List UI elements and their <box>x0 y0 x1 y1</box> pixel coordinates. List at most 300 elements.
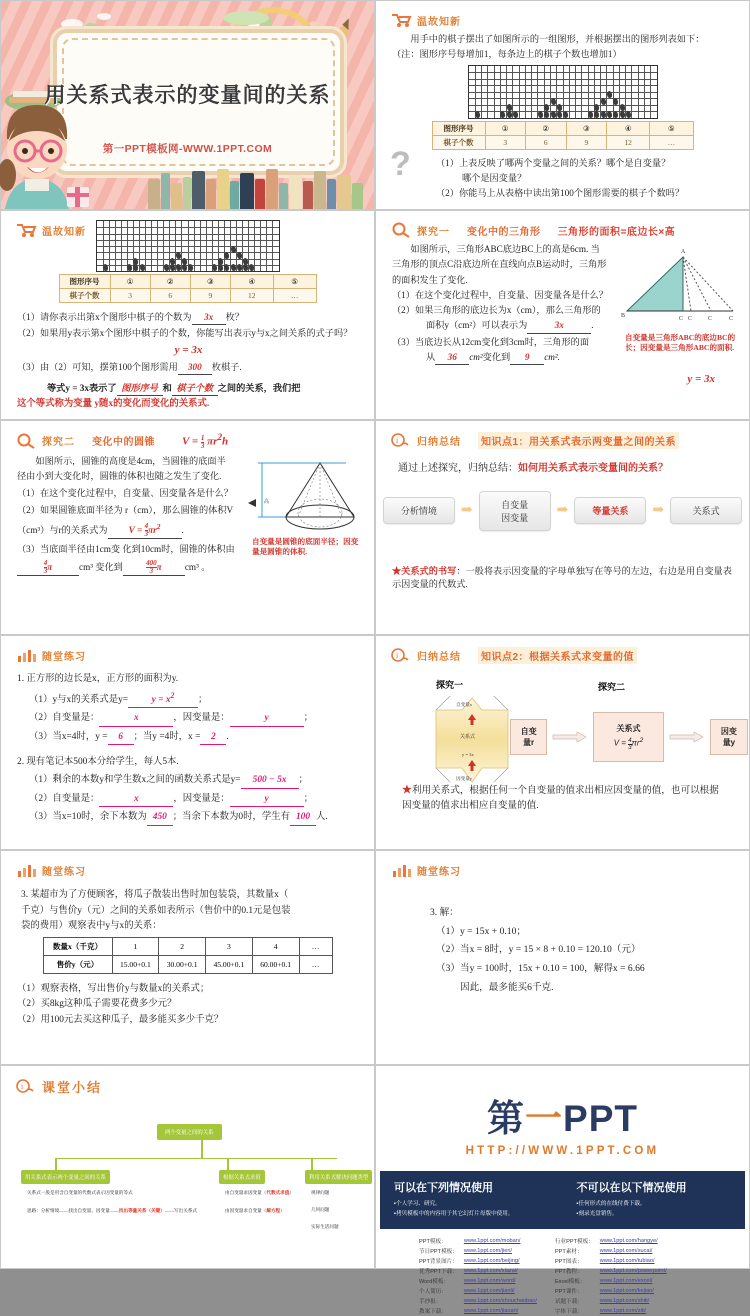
question-2-ans: （cm³）与r的关系式为 V = $\frac{4}{3}$ $\pi r^2$ . <box>17 521 184 538</box>
cell: 2 <box>159 937 206 955</box>
q2-answer: y = 3x <box>174 343 203 356</box>
para-1: 如图所示，圆锥的高度是4cm，当圆锥的底面半 <box>35 455 226 466</box>
cloud-icon <box>61 19 83 29</box>
slide-header-sub2: 三角形的面积=底边长×高 <box>557 226 676 238</box>
svg-text:因变量y: 因变量y <box>456 776 473 781</box>
arrow-icon: ➡ <box>460 502 473 518</box>
svg-text:C: C <box>679 316 684 322</box>
q1-part-2 <box>17 711 360 727</box>
slide-practice-1 <box>0 635 375 850</box>
flow-step-equal-relation: 等量关系 <box>574 497 646 524</box>
brand-en: PPT <box>563 1098 638 1139</box>
table-row <box>59 289 316 303</box>
link-url[interactable]: www.1ppt.com/jianli/ <box>463 1288 515 1294</box>
cart-icon <box>390 12 412 28</box>
cell: ② <box>526 121 567 135</box>
cell: ① <box>110 275 150 289</box>
tree-item-suffix: ） <box>280 1208 285 1213</box>
cell: ③ <box>190 275 230 289</box>
cell: ② <box>150 275 190 289</box>
link-row <box>552 1296 670 1306</box>
link-url[interactable]: www.1ppt.com/shouchaobao/ <box>463 1298 537 1304</box>
q1-2-mid: ，因变量是： <box>173 713 230 724</box>
star-title: ★关系式的书写 <box>392 565 457 576</box>
cell: ④ <box>230 275 273 289</box>
q1-title: 1. 正方形的边长是x，正方形的面积为y. <box>17 674 179 684</box>
brand-cn: 第 <box>487 1098 526 1139</box>
slide-lesson-summary <box>0 1065 375 1269</box>
row-label: 棋子个数 <box>59 289 110 303</box>
arrow-right-icon <box>670 731 704 743</box>
tree-item <box>225 1208 285 1214</box>
row-label: 图形序号 <box>432 121 485 135</box>
book <box>217 169 229 209</box>
q2-1-prefix: （1）剩余的本数y和学生数x之间的函数关系式是y= <box>29 775 241 786</box>
question-3: （3）当底面半径由1cm变 化到10cm时，圆锥的体积由 <box>17 543 235 554</box>
sequence-table <box>432 121 694 150</box>
tree-item-highlight: 代数式求值 <box>266 1190 290 1195</box>
conclusion-line-2: 这个等式称为变量 y随x的变化而变化的关系式. <box>17 399 210 410</box>
table-row <box>432 135 693 149</box>
cell: 1 <box>112 937 159 955</box>
q2-part-3 <box>17 810 360 826</box>
row-label: 图形序号 <box>59 275 110 289</box>
tree-root: 两个变量之间的关系 <box>157 1124 222 1140</box>
cell: ① <box>485 121 526 135</box>
para-2: 径由小到大变化时，圆锥的体积也随之发生了变化. <box>17 470 222 481</box>
denied-usage <box>577 1179 736 1219</box>
link-url[interactable]: www.1ppt.com/sucai/ <box>599 1248 653 1254</box>
question-3: （3）当底边长从12cm变化到3cm时，三角形的面 <box>392 336 590 347</box>
svg-text:i: i <box>21 1081 24 1091</box>
slide-review-2 <box>0 210 375 420</box>
link-url[interactable]: www.1ppt.com/jieri/ <box>463 1248 513 1254</box>
q1-part-3 <box>17 730 360 746</box>
link-row <box>416 1246 540 1256</box>
link-url[interactable]: www.1ppt.com/tubiao/ <box>599 1258 655 1264</box>
slide-header <box>380 5 745 28</box>
flow-step-analyze: 分析情境 <box>383 497 455 524</box>
chess-piece <box>550 110 556 118</box>
flow-step-variables <box>479 491 551 531</box>
link-row <box>416 1306 540 1316</box>
lead-prefix: 通过上述探究，归纳总结： <box>398 463 518 474</box>
tree-item: 规律问题 <box>311 1190 330 1195</box>
svg-text:B: B <box>621 313 626 319</box>
tree-item: 几何问题 <box>311 1207 330 1212</box>
conclusion-line-1 <box>17 381 360 396</box>
concl-a: 图形序号 <box>117 381 163 396</box>
right-diagram-title: 探究二 <box>598 682 626 692</box>
link-row <box>552 1286 670 1296</box>
link-label: PPT背景图片： <box>419 1259 458 1265</box>
brand-dash: 一 <box>525 1098 564 1139</box>
q2-2-b: y <box>230 792 304 808</box>
list-item: ▪ 刻录光盘销售。 <box>577 1209 736 1217</box>
link-url[interactable]: www.1ppt.com/excel/ <box>599 1278 653 1284</box>
link-label: 字体下载： <box>554 1309 583 1315</box>
cell: … <box>650 135 693 149</box>
brand-logo <box>380 1070 745 1157</box>
table-row <box>43 955 332 973</box>
slide-explore-2 <box>0 420 375 635</box>
info-hand-icon <box>15 1079 37 1095</box>
slide-header-title: 随堂练习 <box>42 651 86 663</box>
cone-figure <box>246 455 364 535</box>
solution-line-3: （3）当y = 100时，15x + 0.10 = 100，解得x = 6.66 <box>436 963 645 975</box>
link-label: PPT课件： <box>554 1289 583 1295</box>
slide-summary-1 <box>375 420 750 635</box>
cover-background <box>1 1 374 209</box>
cell: ③ <box>566 121 607 135</box>
arrow-right-icon <box>553 731 587 743</box>
links-left <box>416 1236 540 1316</box>
relation-formula-box <box>593 712 664 762</box>
arrow-icon: ➡ <box>556 502 569 518</box>
question-1-cont: 哪个是因变量？ <box>462 172 527 183</box>
cell: … <box>273 289 316 303</box>
question-3-ans <box>17 560 267 576</box>
flow-diagram <box>380 491 745 531</box>
svg-text:i: i <box>396 650 399 660</box>
star-note <box>392 565 735 593</box>
question-3 <box>17 360 360 375</box>
link-row <box>416 1296 540 1306</box>
tree-item <box>225 1190 294 1196</box>
denied-title: 不可以在以下情况使用 <box>576 1182 687 1194</box>
slide-review-1 <box>375 0 750 210</box>
book <box>192 171 205 209</box>
link-row <box>552 1236 670 1246</box>
q1-3-prefix: （3）当x=4时，y = <box>29 731 108 742</box>
book <box>240 173 254 209</box>
book <box>206 179 216 209</box>
link-url[interactable]: www.1ppt.com/powerpoint/ <box>599 1268 667 1274</box>
link-label: PPT图表： <box>554 1259 583 1265</box>
question-1: （1）观察表格，写出售价y与数量x的关系式； <box>17 983 210 994</box>
book <box>327 179 336 209</box>
usage-band <box>380 1171 745 1229</box>
question-mark-icon: ? <box>390 145 411 183</box>
link-label: 节日PPT模板： <box>419 1249 458 1255</box>
q2-3-b: 100 <box>290 810 316 826</box>
link-url[interactable]: www.1ppt.com/beijing/ <box>463 1258 520 1264</box>
chess-piece <box>619 110 625 118</box>
tree-item-text: 由自变量求因变量（ <box>225 1190 267 1195</box>
q3-post: cm³ 。 <box>184 561 211 572</box>
q2-part-1 <box>17 773 360 789</box>
lead-highlight: 如何用关系式表示变量间的关系？ <box>518 463 668 474</box>
link-label: 优秀PPT下载： <box>419 1269 458 1275</box>
tree-item <box>27 1208 197 1214</box>
cell: 60.00+0.1 <box>252 955 299 973</box>
q1-part-1 <box>17 690 360 709</box>
question-2: （2）如果三角形的底边长为x（cm），那么三角形的 <box>392 305 601 315</box>
book <box>266 169 278 209</box>
svg-text:y = 3x: y = 3x <box>462 752 474 757</box>
book <box>183 177 191 209</box>
list-item: ▪ 任何形式的在线付费下载。 <box>577 1199 736 1207</box>
question-1: （1）在这个变化过程中，自变量、因变量各是什么？ <box>392 289 608 300</box>
slide-header <box>5 855 370 878</box>
para-1: 3. 某超市为了方便顾客，将瓜子散装出售时加包装袋，其数量x（ <box>21 890 289 900</box>
cell: 45.00+0.1 <box>206 955 253 973</box>
solution-line-4: 因此，最多能买6千克. <box>460 981 554 993</box>
tree-item-suffix: ） <box>289 1190 294 1195</box>
q1-2-suffix: ； <box>303 713 313 724</box>
q2-2-suffix: ； <box>303 793 313 804</box>
q1-answer: 3x <box>192 310 226 325</box>
tree-item <box>27 1190 133 1196</box>
q2-1-answer: 500 − 5x <box>241 773 299 789</box>
link-label: 行业PPT模板： <box>554 1239 594 1245</box>
star-text: ：一般将表示因变量的字母单独写在等号的左边，右边是用自变量表示因变量的代数式. <box>392 565 732 590</box>
link-label: Excel模板： <box>554 1279 586 1285</box>
book <box>279 183 288 209</box>
link-url[interactable]: www.1ppt.com/word/ <box>463 1278 516 1284</box>
q2-answer: V = $\frac{4}{3}$ $\pi r^2$ <box>108 521 182 539</box>
link-url[interactable]: www.1ppt.com/shiti/ <box>599 1298 650 1304</box>
bar-chart-icon <box>15 862 37 878</box>
q3-a: 36 <box>435 350 469 365</box>
tree-item-highlight: 解方程 <box>266 1208 281 1213</box>
cell: 9 <box>566 135 607 149</box>
q1-1-suffix: ； <box>198 694 208 705</box>
q3-unit-2: cm². <box>544 351 560 362</box>
concl-mid: 和 <box>162 382 172 393</box>
table-row <box>43 937 332 955</box>
link-row <box>416 1256 540 1266</box>
cell: 12 <box>607 135 650 149</box>
slide-header-title: 随堂练习 <box>417 866 461 878</box>
slide-header-sub: 知识点2：根据关系式求变量的值 <box>478 647 637 664</box>
cell: 3 <box>110 289 150 303</box>
link-row <box>552 1246 670 1256</box>
cell: 15.00+0.1 <box>112 955 159 973</box>
triangle-figure <box>621 245 741 325</box>
table-row <box>59 275 316 289</box>
q2-2-prefix: （2）自变量是： <box>29 793 100 804</box>
cell: … <box>299 937 332 955</box>
tree-item-text: 由因变量求自变量（ <box>225 1208 267 1213</box>
allowed-title: 可以在下列情况使用 <box>394 1182 493 1194</box>
cover-subtitle: 第一PPT模板网-WWW.1PPT.COM <box>102 143 273 155</box>
cell: 3 <box>206 937 253 955</box>
flow-step-independent: 自变量 <box>501 499 529 510</box>
svg-text:C: C <box>729 316 734 322</box>
link-url[interactable]: www.1ppt.com/ziti/ <box>599 1308 647 1314</box>
list-item: ▪ 拷贝模板中的内容用于其它幻灯片母版中使用。 <box>394 1209 553 1217</box>
star-text: 利用关系式，根据任何一个自变量的值求出相应因变量的值，也可以根据因变量的值求出相应自变量的值. <box>402 785 719 811</box>
question-2: （2）如果圆锥底面半径为 r（cm），那么圆锥的体积V <box>17 505 234 516</box>
question-2: （2）买8kg这种瓜子需要花费多少元？ <box>17 999 177 1010</box>
link-row <box>416 1236 540 1246</box>
books-illustration <box>148 167 368 209</box>
table-row <box>432 121 693 135</box>
slide-branding <box>375 1065 750 1315</box>
concl-post: 之间的关系，我们把 <box>217 382 301 393</box>
flow-step-relation-formula: 关系式 <box>670 497 742 524</box>
sequence-table <box>59 274 317 303</box>
q1-3-b: 2 <box>200 730 226 746</box>
q1-1-prefix: （1）y与x的关系式是y= <box>29 694 129 705</box>
q3-answer: 300 <box>178 360 212 375</box>
chess-piece <box>550 97 556 105</box>
link-url[interactable]: www.1ppt.com/kejian/ <box>599 1288 654 1294</box>
svg-text:关系式: 关系式 <box>460 735 476 740</box>
question-2: （2）你能马上从表格中读出第100个图形需要的棋子个数吗？ <box>436 188 685 198</box>
svg-text:A: A <box>681 249 686 255</box>
tree-item-highlight: 找出等量关系（关键） <box>118 1208 165 1213</box>
tree-branch-3: 利用关系式解决问题类型 <box>305 1170 372 1184</box>
slide-cover <box>0 0 375 210</box>
link-label: PPT模板： <box>419 1239 447 1245</box>
q2-title: 2. 现有笔记本500本分给学生，每人5本. <box>17 757 179 768</box>
para-3: 袋的费用）观察表中y与x的关系： <box>21 921 162 932</box>
slide-explore-1 <box>375 210 750 420</box>
link-row <box>416 1266 540 1276</box>
slide-header-title: 探究一 <box>417 226 450 238</box>
q3-suffix: 枚棋子. <box>211 361 242 372</box>
explore-note: 自变量是三角形ABC的底边BC的长；因变量是三角形ABC的面积. <box>625 333 736 353</box>
q1-3-suffix: . <box>226 731 229 742</box>
link-label: 手抄报： <box>419 1299 442 1305</box>
cell: 4 <box>252 937 299 955</box>
q2-3-prefix: （3）当x=10时，余下本数为 <box>29 812 147 823</box>
slide-header <box>380 215 745 238</box>
q1-suffix: 枚？ <box>225 312 244 322</box>
slide-practice-2 <box>0 850 375 1065</box>
concl-prefix: 等式y = 3x表示了 <box>47 382 117 393</box>
tree-item-text: 关系式一般是用含自变量的代数式表示因变量的等式 <box>27 1190 133 1195</box>
link-row <box>552 1306 670 1316</box>
left-diagram-title: 探究一 <box>436 680 464 690</box>
q2-part-2 <box>17 792 360 808</box>
book <box>303 181 313 209</box>
q3-a: $\frac{4}{3}$ π <box>17 560 79 576</box>
intro-line-2: （注：图形序号每增加1，每条边上的棋子个数也增加1） <box>392 49 622 60</box>
explore-note: 自变量是圆锥的底面半径；因变量是圆锥的体积. <box>252 537 359 557</box>
bar-chart-icon <box>390 862 412 878</box>
book <box>289 175 302 209</box>
link-label: Word模板： <box>419 1279 450 1285</box>
slide-header <box>5 425 370 450</box>
svg-text:i: i <box>396 435 399 445</box>
allowed-usage <box>394 1179 553 1219</box>
q3-b: $\frac{400}{3}$ π <box>123 560 185 576</box>
book <box>352 183 363 209</box>
slide-header-title: 温故知新 <box>42 226 86 238</box>
slide-header-sub: 变化中的圆锥 <box>92 437 155 449</box>
question-2: （2）如果用y表示第x个图形中棋子的个数，你能写出表示y与x之间关系的式子吗？ <box>17 328 353 339</box>
chess-figure <box>96 220 280 272</box>
link-url[interactable]: www.1ppt.com/moban/ <box>463 1238 521 1244</box>
row-label: 数量x（千克） <box>43 937 112 955</box>
question-3-ans <box>392 350 637 365</box>
info-hand-icon <box>390 648 412 664</box>
q2-mid: （cm³）与r的关系式为 <box>17 524 108 535</box>
relation-label: 关系式 <box>616 724 641 733</box>
q3-prefix: （3）由（2）可知，摆第100个图形需用 <box>17 361 178 372</box>
svg-text:C: C <box>688 316 693 322</box>
book <box>314 171 326 209</box>
cell: 6 <box>150 289 190 303</box>
magnifier-icon <box>390 222 412 238</box>
output-variable-box: 因变量y <box>710 719 748 755</box>
input-variable-box: 自变量r <box>510 719 547 755</box>
relation-formula: V = $\frac{4}{3}$ $\pi r^2$ <box>613 737 644 751</box>
slide-header <box>380 855 745 878</box>
price-table <box>43 937 333 974</box>
cell: 12 <box>230 289 273 303</box>
relation-flow <box>510 712 748 762</box>
q1-3-a: 6 <box>108 730 134 746</box>
q2-3-a: 450 <box>147 810 173 826</box>
cell: 9 <box>190 289 230 303</box>
link-row <box>416 1276 540 1286</box>
q2-2-a: x <box>99 792 173 808</box>
cell: 6 <box>526 135 567 149</box>
slide-header-sub: 知识点1：用关系式表示两变量之间的关系 <box>478 432 679 449</box>
chess-piece <box>230 245 236 253</box>
link-label: 试题下载： <box>554 1299 583 1305</box>
tree-branch-1: 用关系式表示两个变量之间的关系 <box>21 1170 110 1184</box>
intro-line-1: 用手中的棋子摆出了如图所示的一组图形，并根据摆出的图形列表如下： <box>410 34 705 44</box>
slide-header-title: 归纳总结 <box>417 652 461 663</box>
link-row <box>552 1276 670 1286</box>
svg-text:自变量x: 自变量x <box>456 702 473 707</box>
slide-header <box>5 640 370 663</box>
book <box>230 181 239 209</box>
solution-title: 3. 解： <box>430 907 459 918</box>
row-label: 棋子个数 <box>432 135 485 149</box>
cart-icon <box>15 222 37 238</box>
cell: 3 <box>485 135 526 149</box>
explore-formula: y = 3x <box>687 373 715 385</box>
link-row <box>552 1266 670 1276</box>
q2-answer: 3x <box>527 318 591 333</box>
slide-header-sub: 变化中的三角形 <box>467 226 541 238</box>
link-row <box>416 1286 540 1296</box>
link-url[interactable]: www.1ppt.com/hangye/ <box>599 1238 658 1244</box>
cloud-icon <box>97 13 111 20</box>
cell: 30.00+0.1 <box>159 955 206 973</box>
summary-tree <box>5 1102 370 1252</box>
row-label: 售价y（元） <box>43 955 112 973</box>
star-note <box>390 778 733 813</box>
tree-item-suffix: ——写出关系式 <box>164 1208 198 1213</box>
brand-url: HTTP://WWW.1PPT.COM <box>465 1145 660 1157</box>
cell: ⑤ <box>650 121 693 135</box>
brand-wordmark <box>380 1088 745 1142</box>
question-1 <box>17 310 360 325</box>
star-icon: ★ <box>402 784 412 797</box>
q3-b: 9 <box>510 350 544 365</box>
link-label: 教案下载： <box>419 1309 447 1315</box>
slide-header-title: 温故知新 <box>417 16 461 28</box>
book <box>337 175 351 209</box>
bar-chart-icon <box>15 647 37 663</box>
slide-practice-solution <box>375 850 750 1065</box>
link-label: 个人简历： <box>419 1289 447 1295</box>
list-item: ▪ 个人学习、研究。 <box>394 1199 553 1207</box>
slide-header <box>380 425 745 449</box>
link-row <box>552 1256 670 1266</box>
q3-unit-1: cm² <box>469 351 483 362</box>
link-url[interactable]: www.1ppt.com/xiazai/ <box>463 1268 518 1274</box>
link-url[interactable]: www.1ppt.com/jiaoan/ <box>463 1308 519 1314</box>
question-1: （1）在这个变化过程中，自变量、因变量各是什么？ <box>17 488 233 499</box>
